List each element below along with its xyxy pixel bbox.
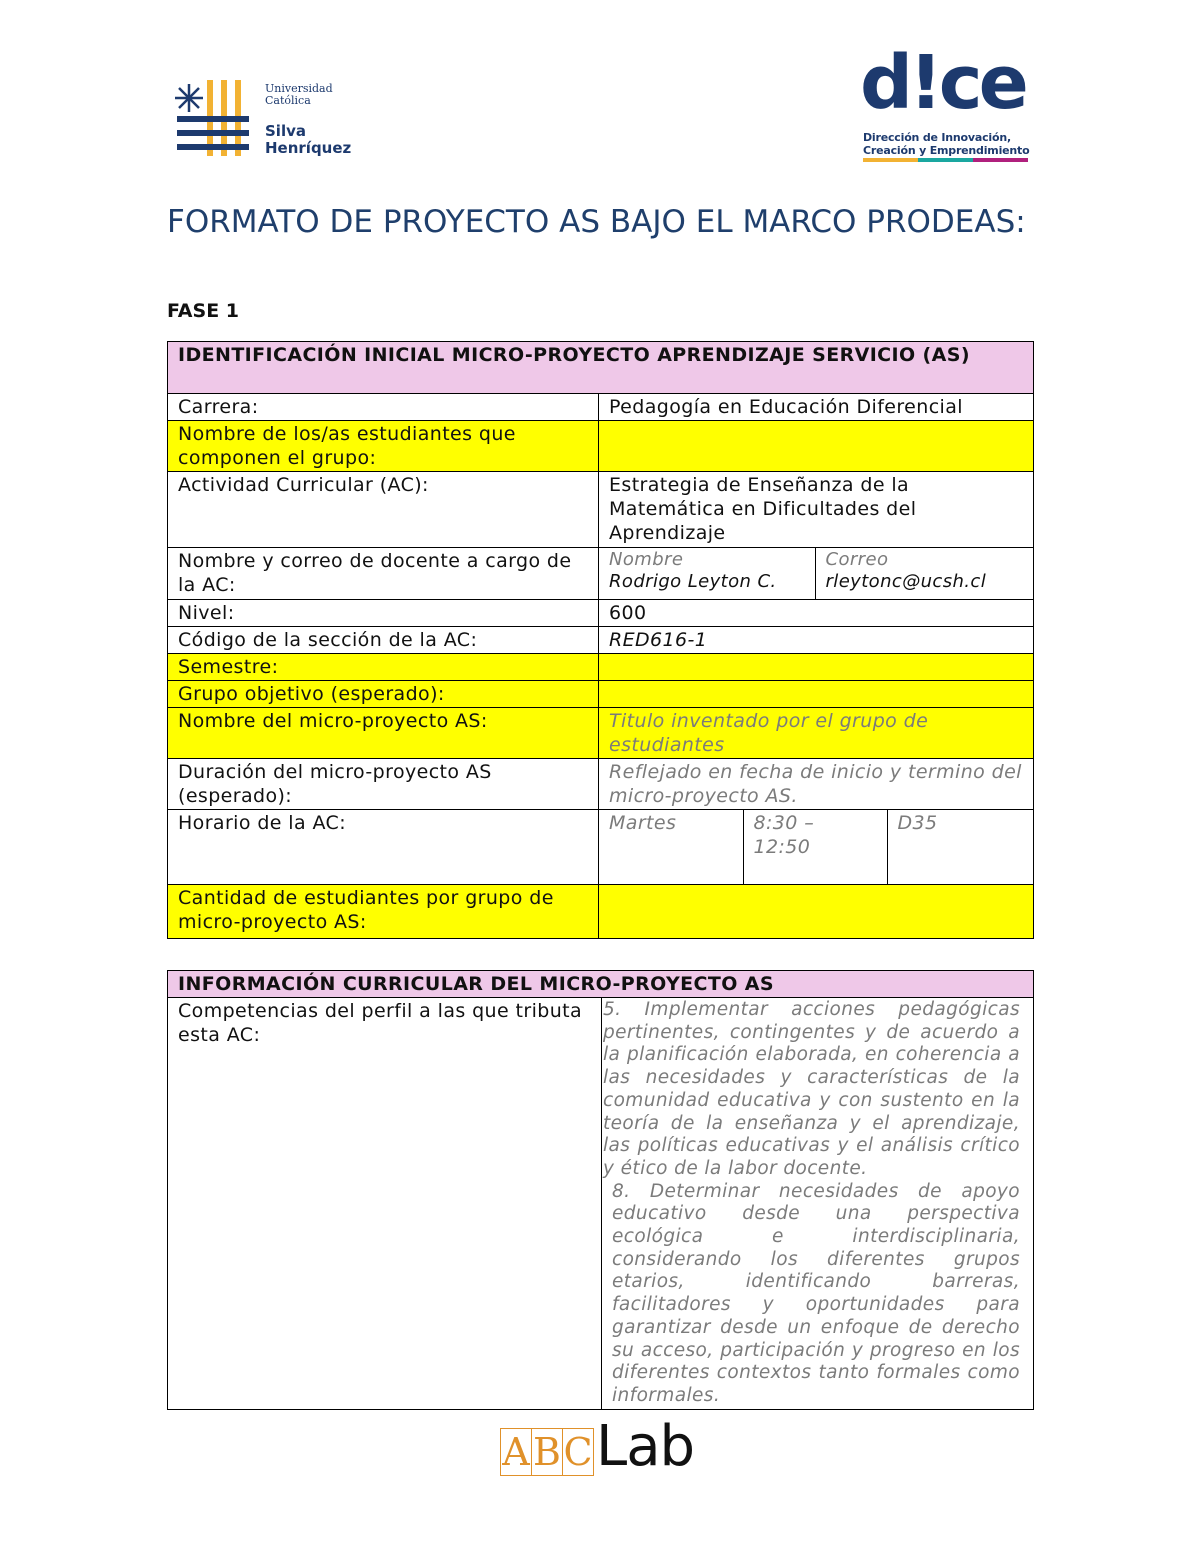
abc-letter-c: C [563,1430,593,1474]
dice-subtitle-2: Creación y Emprendimiento [863,144,1030,157]
phase-label: FASE 1 [167,300,240,322]
semester-value[interactable] [599,654,1034,681]
dice-wordmark: d!ce [860,40,1025,126]
activity-value[interactable]: Estrategia de Enseñanza de la Matemática en Dificultades del Aprendizaje [599,472,1034,548]
duration-label: Duración del micro-proyecto AS (esperado): [168,759,599,810]
competency-5: 5. Implementar acciones pedagógicas pertinentes, contingentes y de acuerdo a la planificación elaborada, en coherencia a las necesidades y características de la comunidad educativa y con sustento en la teoría de la enseñanza y el aprendizaje, las políticas educativas y el análisis crítico y ético de la labor docente. [603,999,1020,1179]
code-label: Código de la sección de la AC: [168,627,599,654]
career-label: Carrera: [168,394,599,421]
project-name-label: Nombre del micro-proyecto AS: [168,708,599,759]
ucsh-line4: Henríquez [265,139,352,157]
competencies-cell[interactable] [602,998,1034,1410]
teacher-name: Rodrigo Leyton C. [609,571,777,592]
teacher-mail-cell[interactable] [815,548,1033,599]
schedule-day[interactable]: Martes [609,812,677,834]
duration-hint[interactable]: Reflejado en fecha de inicio y termino del micro-proyecto AS. [599,759,1034,810]
schedule-label: Horario de la AC: [168,810,599,885]
dice-color-bars [863,158,1028,162]
students-label: Nombre de los/as estudiantes que componen el grupo: [168,421,599,472]
abc-letter-b: B [531,1428,563,1476]
students-count-label: Cantidad de estudiantes por grupo de micro-proyecto AS: [168,885,599,939]
dice-bar-1 [863,158,918,162]
target-group-label: Grupo objetivo (esperado): [168,681,599,708]
lab-word: Lab [596,1414,695,1479]
level-label: Nivel: [168,600,599,627]
teacher-mail: rleytonc@ucsh.cl [825,571,987,592]
dice-bar-3 [973,158,1028,162]
career-value[interactable]: Pedagogía en Educación Diferencial [599,394,1034,421]
code-value[interactable]: RED616-1 [599,627,1034,654]
students-count-value[interactable] [599,885,1034,939]
schedule-room[interactable]: D35 [887,810,1033,884]
students-value[interactable] [599,421,1034,472]
teacher-name-hint: Nombre [609,549,684,570]
ucsh-logo [175,78,375,160]
activity-label: Actividad Curricular (AC): [168,472,599,548]
semester-label: Semestre: [168,654,599,681]
dice-bar-2 [918,158,973,162]
ucsh-emblem-icon [175,78,255,160]
identification-header: IDENTIFICACIÓN INICIAL MICRO-PROYECTO APRENDIZAJE SERVICIO (AS) [168,342,1034,394]
document-title: FORMATO DE PROYECTO AS BAJO EL MARCO PRODEAS: [167,204,1026,240]
dice-subtitle-1: Dirección de Innovación, [863,131,1011,144]
teacher-name-cell[interactable] [599,548,815,599]
competency-8: 8. Determinar necesidades de apoyo educativo desde una perspectiva ecológica e interdisciplinaria, considerando los diferentes grupos etarios, identificando barreras, facilitadores y oportunidades para garantizar desde un enfoque de derecho su acceso, participación y progreso en los diferentes contextos tanto formales como informales. [612,1180,1020,1406]
identification-table [167,341,1034,939]
abc-letter-a: A [500,1428,532,1476]
ucsh-line2: Católica [265,94,311,107]
teacher-label: Nombre y correo de docente a cargo de la AC: [168,548,599,600]
ucsh-line3: Silva [265,122,306,140]
curricular-header: INFORMACIÓN CURRICULAR DEL MICRO-PROYECTO AS [168,971,1034,998]
project-name-hint[interactable]: Titulo inventado por el grupo de estudiantes [599,708,1034,759]
level-value[interactable]: 600 [599,600,1034,627]
competencies-label: Competencias del perfil a las que tributa esta AC: [168,998,602,1410]
abclab-logo [498,1414,713,1485]
ucsh-line1: Universidad [265,82,333,95]
curricular-table [167,970,1034,1410]
schedule-time[interactable]: 8:30 – 12:50 [743,810,887,884]
teacher-cell [599,548,1034,600]
schedule-cell [599,810,1034,885]
target-group-value[interactable] [599,681,1034,708]
teacher-mail-hint: Correo [825,549,889,570]
dice-logo [860,40,1035,167]
